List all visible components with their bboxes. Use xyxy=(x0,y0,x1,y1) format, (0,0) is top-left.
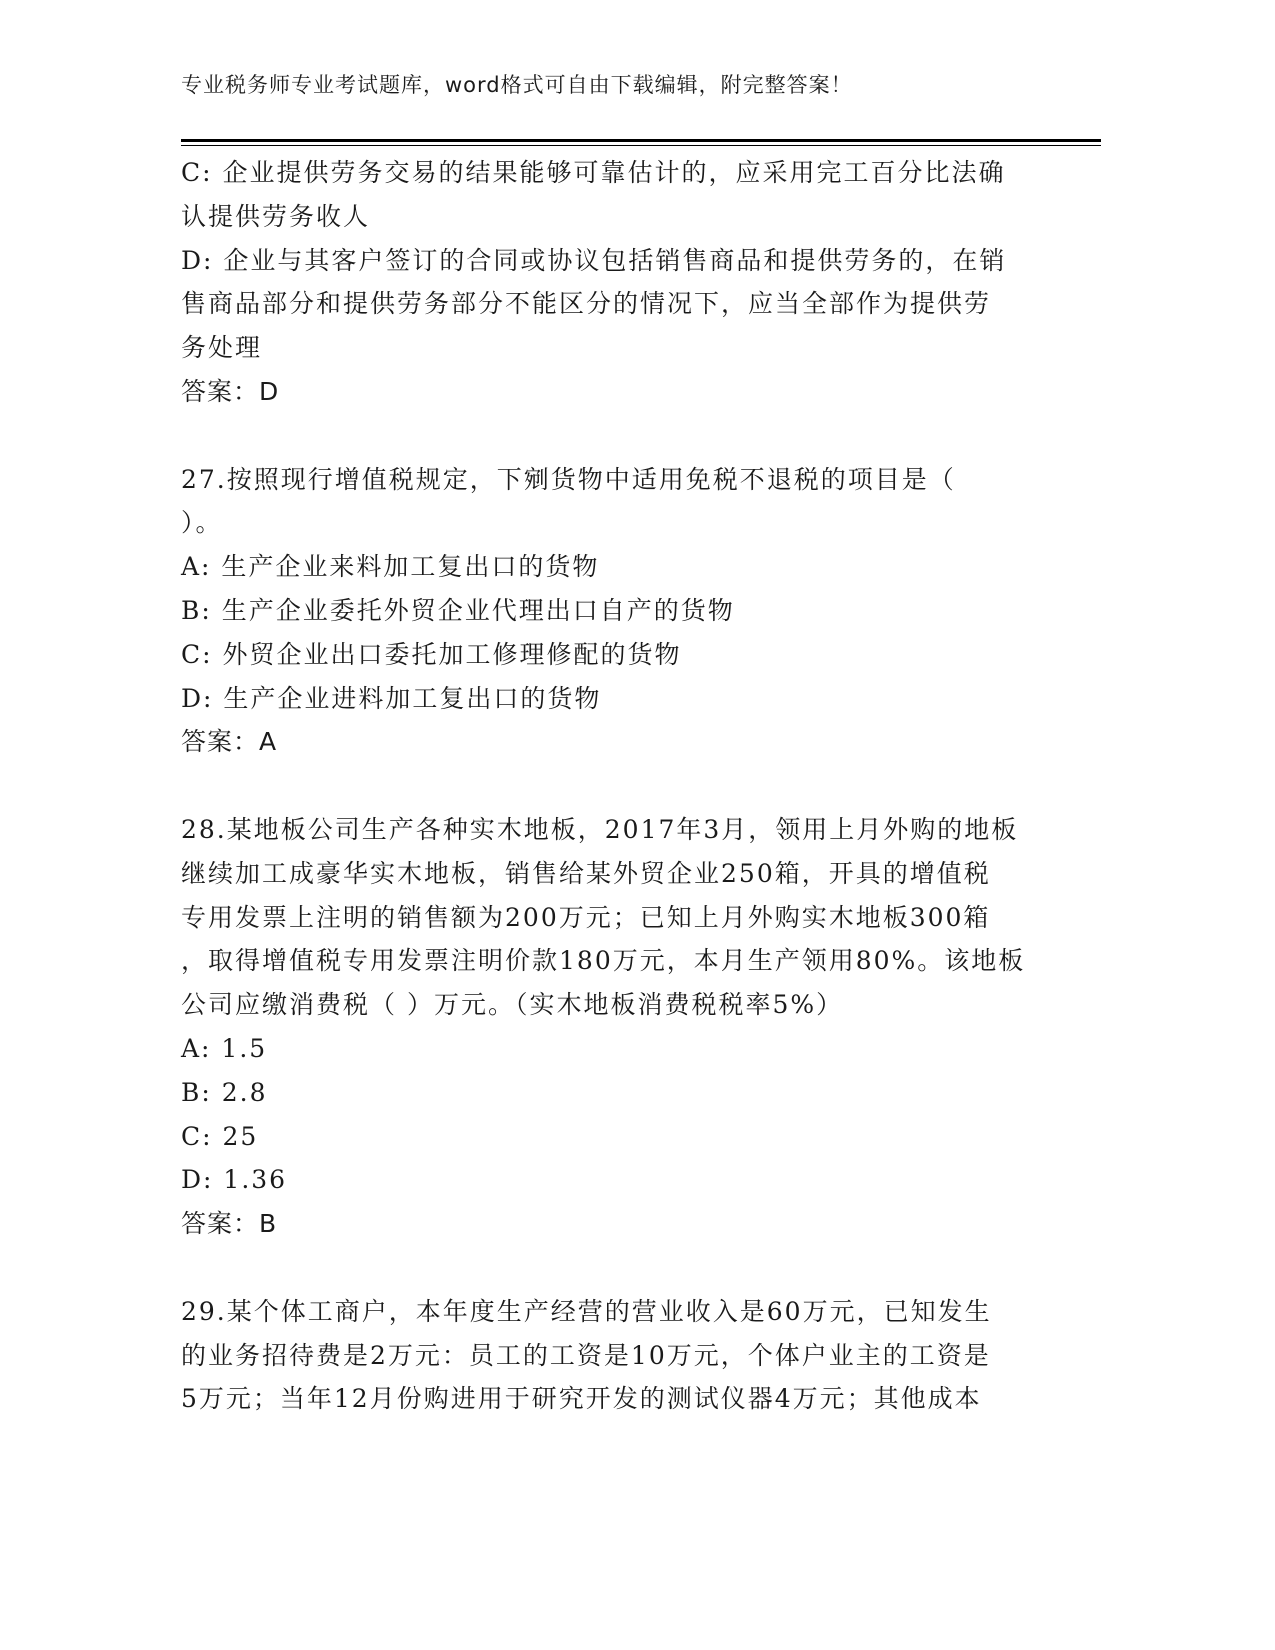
spacer xyxy=(181,1246,1041,1290)
option-b: B: 生产企业委托外贸企业代理出口自产的货物 xyxy=(181,595,735,625)
option-d-line: D: 企业与其客户签订的合同或协议包括销售商品和提供劳务的，在销 xyxy=(181,245,1007,275)
option-a: A: 1.5 xyxy=(181,1033,268,1063)
answer: 答案：A xyxy=(181,727,278,757)
spacer xyxy=(181,414,1041,458)
option-d: D: 生产企业进料加工复出口的货物 xyxy=(181,683,602,713)
question-27 xyxy=(181,458,1041,765)
option-c: C: 25 xyxy=(181,1121,259,1151)
option-c-line: 认提供劳务收人 xyxy=(181,201,371,231)
header-rule-thick xyxy=(181,139,1101,142)
question-stem-line: 28.某地板公司生产各种实木地板，2017年3月，领用上月外购的地板 xyxy=(181,814,1019,844)
option-d: D: 1.36 xyxy=(181,1165,288,1195)
header-rule-thin xyxy=(181,145,1101,146)
question-stem-line: 5万元；当年12月份购进用于研究开发的测试仪器4万元；其他成本 xyxy=(181,1384,982,1414)
question-29 xyxy=(181,1290,1041,1421)
spacer xyxy=(181,764,1041,808)
question-stem-line: ）。 xyxy=(181,508,223,538)
option-d-line: 售商品部分和提供劳务部分不能区分的情况下，应当全部作为提供劳 xyxy=(181,289,992,319)
option-a: A: 生产企业来料加工复出口的货物 xyxy=(181,552,600,582)
answer: 答案：B xyxy=(181,1209,278,1239)
document-body xyxy=(181,151,1041,1421)
question-28 xyxy=(181,808,1041,1246)
question-stem-line: 公司应缴消费税（ ）万元。（实木地板消费税税率5%） xyxy=(181,990,844,1020)
question-stem-line: 继续加工成豪华实木地板，销售给某外贸企业250箱，开具的增值税 xyxy=(181,858,991,888)
option-b: B: 2.8 xyxy=(181,1077,268,1107)
prev-question-tail xyxy=(181,151,1041,414)
option-d-line: 务处理 xyxy=(181,333,263,363)
option-c-line: C: 企业提供劳务交易的结果能够可靠估计的，应采用完工百分比法确 xyxy=(181,158,1006,187)
question-stem-line: 专用发票上注明的销售额为200万元；已知上月外购实木地板300箱 xyxy=(181,902,991,932)
question-stem-line: 27.按照现行增值税规定，下剜货物中适用免税不退税的项目是（ xyxy=(181,464,956,494)
option-c: C: 外贸企业出口委托加工修理修配的货物 xyxy=(181,639,682,669)
page-header: 专业税务师专业考试题库，word格式可自由下载编辑，附完整答案！ xyxy=(181,73,853,97)
question-stem-line: ，取得增值税专用发票注明价款180万元，本月生产领用80%。该地板 xyxy=(181,946,1026,976)
question-stem-line: 的业务招待费是2万元：员工的工资是10万元，个体户业主的工资是 xyxy=(181,1340,991,1370)
question-stem-line: 29.某个体工商户，本年度生产经营的营业收入是60万元，已知发生 xyxy=(181,1296,992,1326)
answer: 答案：D xyxy=(181,376,280,406)
